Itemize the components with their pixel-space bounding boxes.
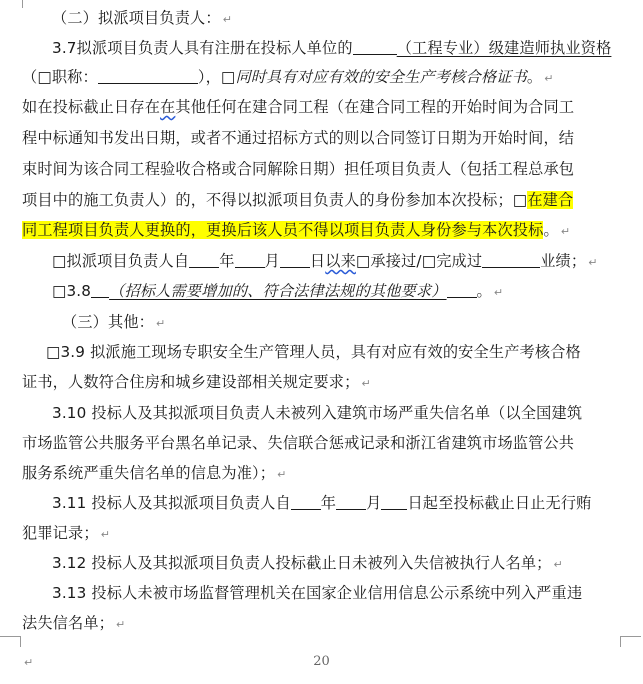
- clause-3-9-line1: [46, 341, 581, 363]
- paragraph-mark: ↵: [493, 286, 504, 299]
- paragraph-mark: ↵: [156, 317, 166, 330]
- clause-3-13-text: 法失信名单；: [22, 614, 115, 632]
- blank-field[interactable]: [91, 281, 109, 298]
- blank-field[interactable]: [447, 281, 477, 298]
- clause-3-7-body-line3: [22, 158, 574, 180]
- paragraph-mark: ↵: [24, 656, 34, 669]
- clause-3-7-body-line5: [22, 219, 570, 243]
- clause-3-7-line2: [22, 66, 554, 90]
- clause-3-11-text: 3.11 投标人及其拟派项目负责人自: [52, 494, 291, 512]
- period: 。: [526, 68, 543, 86]
- clause-3-11-text: 犯罪记录；: [22, 524, 99, 542]
- since-text: 以来: [325, 252, 356, 270]
- heading-two-text: （二）拟派项目负责人：: [52, 9, 221, 27]
- year-label: 年: [219, 252, 235, 270]
- period: 。: [543, 221, 559, 239]
- body-text: 项目中的施工负责人）的，不得以拟派项目负责人的身份参加本次投标；□: [22, 191, 528, 209]
- clause-3-9-text: 证书，人数符合住房和城乡建设部相关规定要求；: [22, 373, 360, 391]
- crop-mark-bottom-left: [0, 636, 21, 647]
- clause-3-13-text: 3.13 投标人未被市场监督管理机关在国家企业信用信息公示系统中列入严重违: [52, 584, 583, 602]
- page-number: 20: [313, 654, 330, 669]
- year-blank[interactable]: [291, 493, 321, 510]
- clause-3-11-line2: [22, 522, 110, 546]
- clause-3-9-text: □3.9 拟派施工现场专职安全生产管理人员，具有对应有效的安全生产考核合格: [46, 343, 581, 361]
- clause-3-7-body-line2: [22, 127, 574, 149]
- clause-3-13-line1: [52, 582, 582, 604]
- clause-3-7-body-line4: [22, 189, 573, 211]
- paragraph-mark: ↵: [116, 618, 126, 631]
- clause-3-11-text: 日起至投标截止日止无行贿: [407, 494, 592, 512]
- paragraph-mark: ↵: [100, 528, 111, 541]
- paragraph-mark: ↵: [588, 256, 598, 269]
- performance-text: □拟派项目负责人自: [52, 252, 190, 270]
- year-blank[interactable]: [189, 251, 219, 268]
- clause-3-10-text: 服务系统严重失信名单的信息为准）；: [22, 464, 276, 482]
- clause-3-12: [52, 552, 563, 576]
- clause-3-8: [52, 280, 503, 304]
- clause-3-11-line1: [52, 492, 592, 514]
- clause-3-7-line1: [52, 37, 611, 59]
- clause-3-7-qualification: （工程专业）级建造师执业资格: [396, 39, 612, 57]
- paragraph-mark: ↵: [553, 558, 563, 571]
- title-close: ），□: [197, 68, 236, 86]
- clause-3-8-label: □3.8: [52, 282, 92, 300]
- month-label: 月: [366, 494, 382, 512]
- performance-text: □承接过/□完成过: [355, 252, 483, 270]
- body-text: 如在投标截止日存在: [22, 98, 161, 116]
- paragraph-mark: ↵: [361, 377, 371, 390]
- body-text: 其他任何在建合同工程（在建合同工程的开始时间为合同工: [175, 98, 575, 116]
- clause-3-10-line2: [22, 432, 574, 454]
- body-text: 程中标通知书发出日期，或者不通过招标方式的则以合同签订日期为开始时间，结: [22, 129, 575, 147]
- day-label: 日: [309, 252, 326, 270]
- clause-3-8-italic: （招标人需要增加的、符合法律法规的其他要求）: [109, 282, 447, 300]
- paragraph-mark: ↵: [277, 468, 287, 481]
- clause-3-9-line2: [22, 371, 371, 395]
- crop-mark-top-left: [10, 0, 23, 8]
- heading-two: [52, 7, 232, 31]
- highlighted-text: 同工程项目负责人更换的，更换后该人员不得以项目负责人身份参与本次投标: [22, 221, 544, 239]
- body-text: 束时间为该合同工程验收合格或合同解除日期）担任项目负责人（包括工程总承包: [22, 160, 575, 178]
- duplicate-word: 在: [160, 98, 176, 116]
- performance-line: [52, 250, 598, 274]
- crop-mark-bottom-right: [620, 636, 641, 647]
- performance-text: 业绩；: [540, 252, 587, 270]
- safety-certificate-text: 同时具有对应有效的安全生产考核合格证书: [235, 68, 527, 86]
- title-blank[interactable]: [98, 67, 198, 84]
- paragraph-mark: ↵: [222, 13, 233, 26]
- heading-three: [62, 311, 165, 335]
- title-label: （□职称：: [22, 68, 98, 86]
- period: 。: [476, 282, 492, 300]
- clause-3-10-line3: [22, 462, 287, 486]
- performance-blank[interactable]: [482, 251, 540, 268]
- clause-3-13-line2: [22, 612, 125, 636]
- month-blank[interactable]: [235, 251, 265, 268]
- clause-3-12-text: 3.12 投标人及其拟派项目负责人投标截止日未被列入失信被执行人名单；: [52, 554, 552, 572]
- highlighted-text: 在建合: [527, 191, 574, 209]
- clause-3-10-line1: [52, 402, 582, 424]
- month-blank[interactable]: [336, 493, 366, 510]
- day-blank[interactable]: [280, 251, 310, 268]
- paragraph-mark: ↵: [560, 225, 571, 238]
- heading-three-text: （三）其他：: [62, 313, 155, 331]
- month-label: 月: [264, 252, 280, 270]
- blank-field[interactable]: [353, 38, 397, 55]
- paragraph-mark: ↵: [544, 72, 554, 85]
- clause-3-7-body-line1: [22, 96, 574, 118]
- year-label: 年: [320, 494, 337, 512]
- clause-3-10-text: 市场监管公共服务平台黑名单记录、失信联合惩戒记录和浙江省建筑市场监管公共: [22, 434, 575, 452]
- clause-3-7-prefix: 3.7拟派项目负责人具有注册在投标人单位的: [52, 39, 353, 57]
- clause-3-10-text: 3.10 投标人及其拟派项目负责人未被列入建筑市场严重失信名单（以全国建筑: [52, 404, 583, 422]
- day-blank[interactable]: [381, 493, 407, 510]
